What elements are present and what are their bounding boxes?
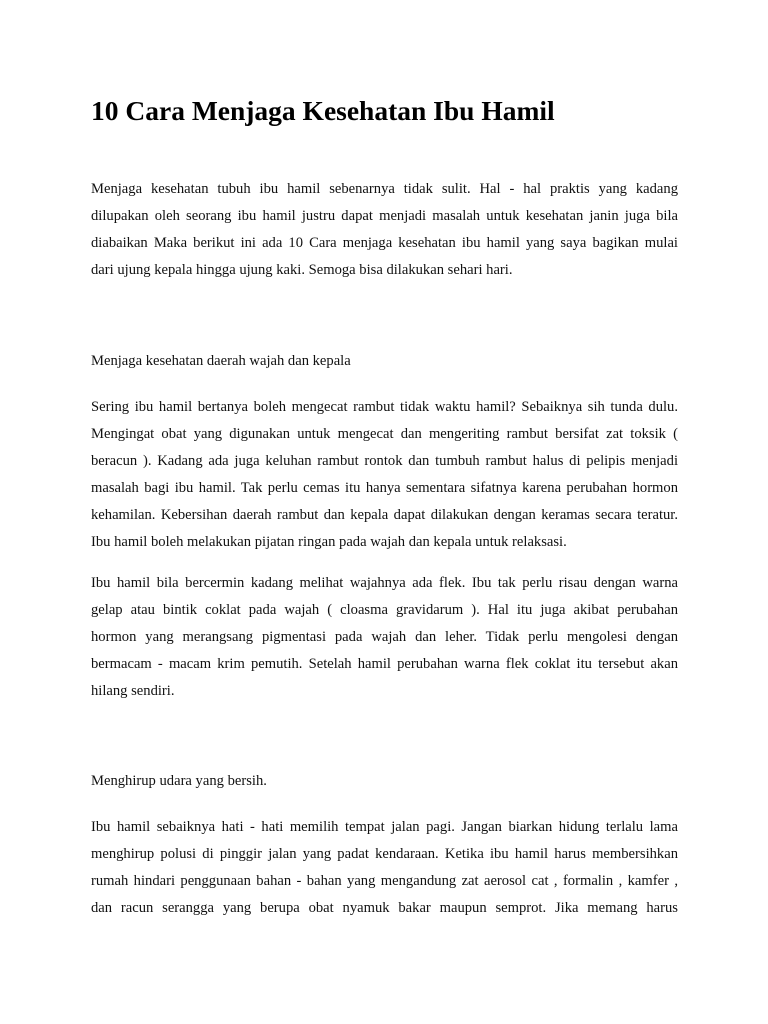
text-line: Menjaga kesehatan tubuh ibu hamil sebenarnya tidak sulit. Hal - hal praktis yang kadang xyxy=(91,181,678,197)
text-line: gelap atau bintik coklat pada wajah ( cloasma gravidarum ). Hal itu juga akibat perubahan xyxy=(91,602,678,618)
text-line: hilang sendiri. xyxy=(91,683,175,699)
text-line: Ibu hamil bila bercermin kadang melihat wajahnya ada flek. Ibu tak perlu risau dengan warna xyxy=(91,575,678,591)
text-line: masalah bagi ibu hamil. Tak perlu cemas itu hanya sementara sifatnya karena perubahan hormon xyxy=(91,480,678,496)
text-line: rumah hindari penggunaan bahan - bahan yang mengandung zat aerosol cat , formalin , kamfer , xyxy=(91,873,678,889)
section1-paragraph-1 xyxy=(91,394,678,556)
text-line: diabaikan Maka berikut ini ada 10 Cara menjaga kesehatan ibu hamil yang saya bagikan mulai xyxy=(91,235,678,251)
section2-paragraph-1 xyxy=(91,814,678,922)
text-line: dari ujung kepala hingga ujung kaki. Semoga bisa dilakukan sehari hari. xyxy=(91,262,513,278)
text-line: kehamilan. Kebersihan daerah rambut dan kepala dapat dilakukan dengan keramas secara teratur. xyxy=(91,507,678,523)
intro-paragraph xyxy=(91,176,678,284)
text-line: Mengingat obat yang digunakan untuk mengecat dan mengeriting rambut bersifat zat toksik ( xyxy=(91,426,678,442)
text-line: dilupakan oleh seorang ibu hamil justru dapat menjadi masalah untuk kesehatan janin juga bila xyxy=(91,208,678,224)
text-line: dan racun serangga yang berupa obat nyamuk bakar maupun semprot. Jika memang harus xyxy=(91,900,678,916)
text-line: Ibu hamil sebaiknya hati - hati memilih tempat jalan pagi. Jangan biarkan hidung terlalu lama xyxy=(91,819,678,835)
section-heading-udara-bersih: Menghirup udara yang bersih. xyxy=(91,773,267,789)
text-line: beracun ). Kadang ada juga keluhan rambut rontok dan tumbuh rambut halus di pelipis menjadi xyxy=(91,453,678,469)
text-line: hormon yang merangsang pigmentasi pada wajah dan leher. Tidak perlu mengolesi dengan xyxy=(91,629,678,645)
text-line: menghirup polusi di pinggir jalan yang padat kendaraan. Ketika ibu hamil harus membersihkan xyxy=(91,846,678,862)
document-title: 10 Cara Menjaga Kesehatan Ibu Hamil xyxy=(91,95,555,126)
section-heading-wajah-kepala: Menjaga kesehatan daerah wajah dan kepala xyxy=(91,353,351,369)
section1-paragraph-2 xyxy=(91,570,678,705)
text-line: Ibu hamil boleh melakukan pijatan ringan pada wajah dan kepala untuk relaksasi. xyxy=(91,534,567,550)
text-line: Sering ibu hamil bertanya boleh mengecat rambut tidak waktu hamil? Sebaiknya sih tunda dulu. xyxy=(91,399,678,415)
text-line: bermacam - macam krim pemutih. Setelah hamil perubahan warna flek coklat itu tersebut akan xyxy=(91,656,678,672)
